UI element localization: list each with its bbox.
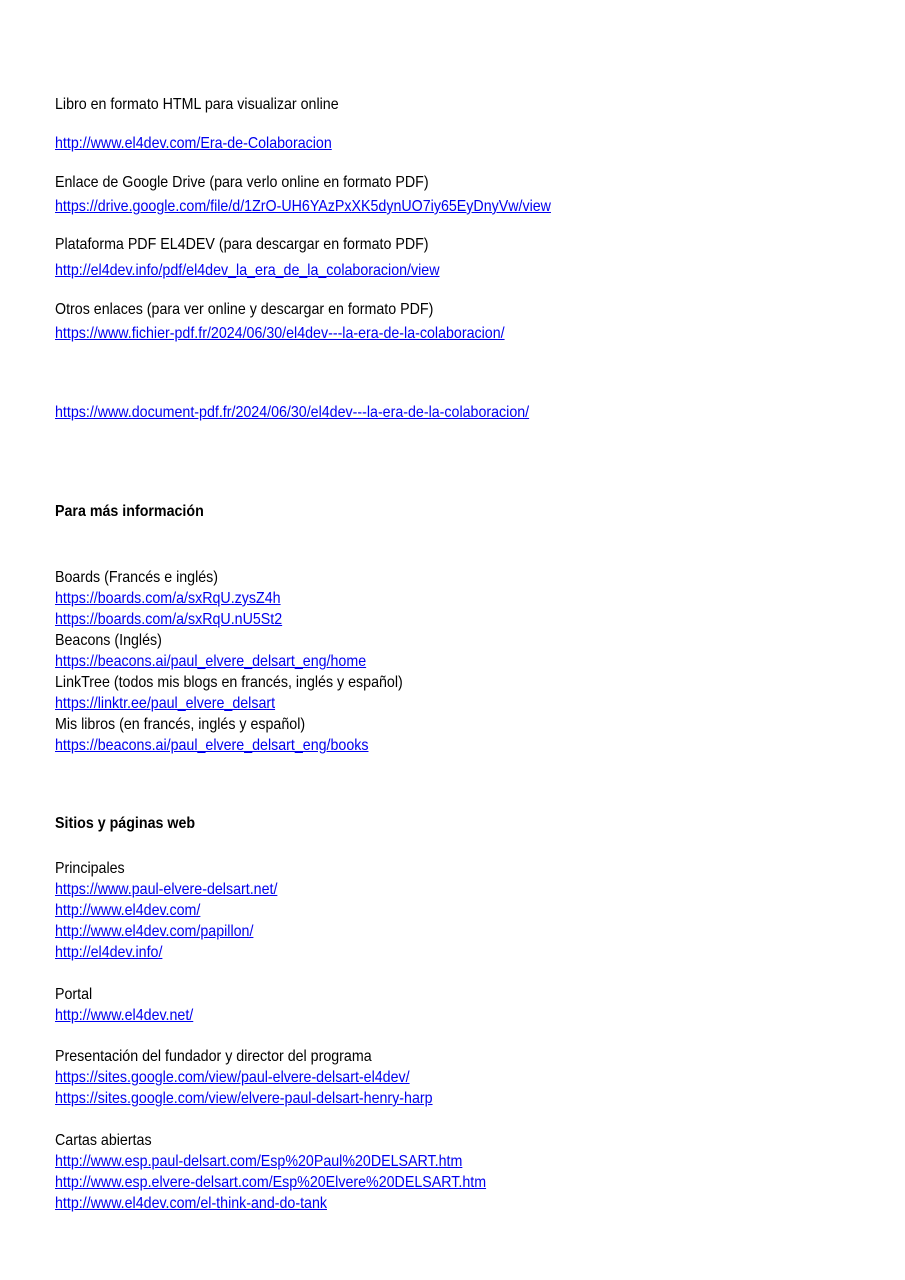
beacons-link[interactable]: https://beacons.ai/paul_elvere_delsart_eng/home [55,653,367,670]
gdrive-link[interactable]: https://drive.google.com/file/d/1ZrO-UH6YAzPxXK5dynUO7iy65EyDnyVw/view [55,198,551,215]
html-book-link[interactable]: http://www.el4dev.com/Era-de-Colaboracion [55,135,332,152]
linktree-label: LinkTree (todos mis blogs en francés, inglés y español) [55,674,403,691]
other-links-label: Otros enlaces (para ver online y descargar en formato PDF) [55,301,434,318]
pdf-platform-link[interactable]: http://el4dev.info/pdf/el4dev_la_era_de_la_colaboracion/view [55,262,440,279]
linktree-link[interactable]: https://linktr.ee/paul_elvere_delsart [55,695,276,712]
gdrive-label: Enlace de Google Drive (para verlo online en formato PDF) [55,174,429,191]
main-site-link-3[interactable]: http://www.el4dev.com/papillon/ [55,923,254,940]
fichier-pdf-link[interactable]: https://www.fichier-pdf.fr/2024/06/30/el4dev---la-era-de-la-colaboracion/ [55,325,505,342]
open-letter-link-1[interactable]: http://www.esp.paul-delsart.com/Esp%20Paul%20DELSART.htm [55,1153,463,1170]
boards-label: Boards (Francés e inglés) [55,569,219,586]
boards-link-2[interactable]: https://boards.com/a/sxRqU.nU5St2 [55,611,283,628]
html-book-label: Libro en formato HTML para visualizar online [55,96,339,113]
sites-heading: Sitios y páginas web [55,815,196,832]
books-link[interactable]: https://beacons.ai/paul_elvere_delsart_eng/books [55,737,369,754]
main-sites-label: Principales [55,860,125,877]
info-heading: Para más información [55,503,204,520]
founder-label: Presentación del fundador y director del programa [55,1048,372,1065]
pdf-platform-label: Plataforma PDF EL4DEV (para descargar en formato PDF) [55,236,429,253]
books-label: Mis libros (en francés, inglés y español) [55,716,306,733]
main-site-link-4[interactable]: http://el4dev.info/ [55,944,163,961]
portal-label: Portal [55,986,93,1003]
founder-link-2[interactable]: https://sites.google.com/view/elvere-paul-delsart-henry-harp [55,1090,433,1107]
portal-link[interactable]: http://www.el4dev.net/ [55,1007,194,1024]
open-letter-link-3[interactable]: http://www.el4dev.com/el-think-and-do-tank [55,1195,328,1212]
main-site-link-2[interactable]: http://www.el4dev.com/ [55,902,201,919]
open-letter-link-2[interactable]: http://www.esp.elvere-delsart.com/Esp%20Elvere%20DELSART.htm [55,1174,487,1191]
boards-link-1[interactable]: https://boards.com/a/sxRqU.zysZ4h [55,590,281,607]
main-site-link-1[interactable]: https://www.paul-elvere-delsart.net/ [55,881,278,898]
founder-link-1[interactable]: https://sites.google.com/view/paul-elvere-delsart-el4dev/ [55,1069,410,1086]
open-letters-label: Cartas abiertas [55,1132,152,1149]
beacons-label: Beacons (Inglés) [55,632,162,649]
document-pdf-link[interactable]: https://www.document-pdf.fr/2024/06/30/el4dev---la-era-de-la-colaboracion/ [55,404,530,421]
